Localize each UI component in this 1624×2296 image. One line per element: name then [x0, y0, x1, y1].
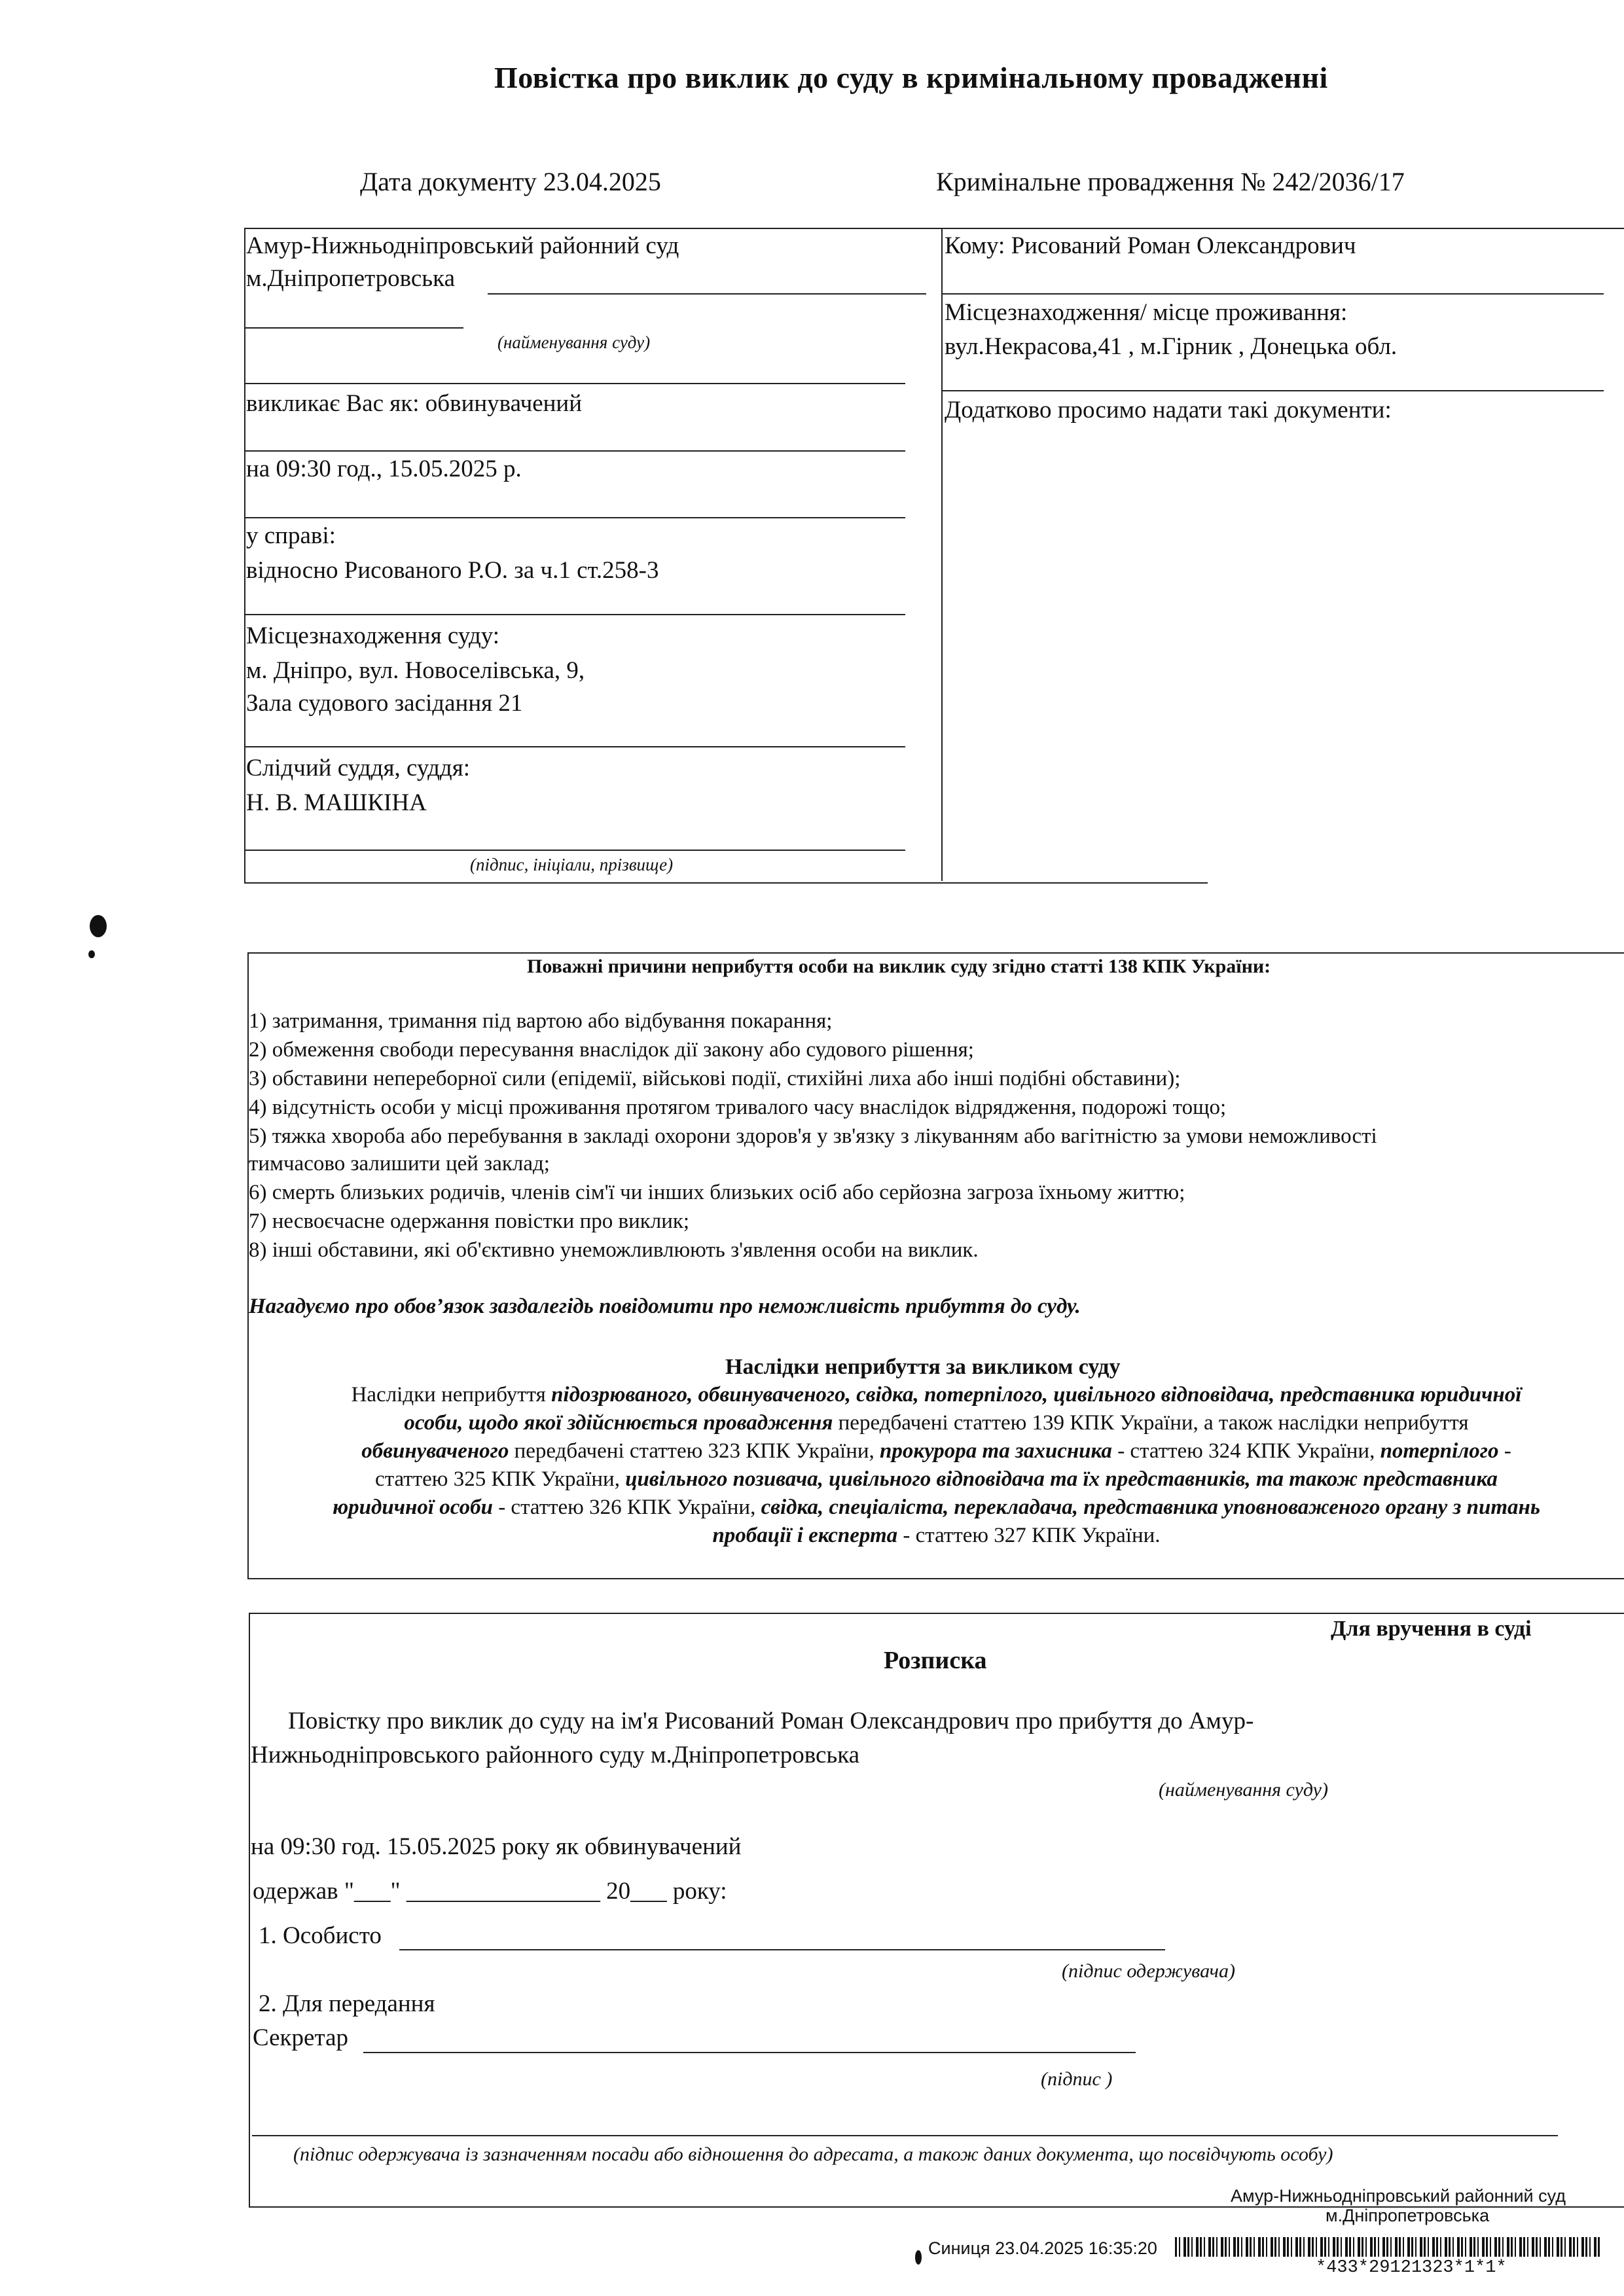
- court-location-label: Місцезнаходження суду:: [246, 622, 500, 649]
- recipient-name: Кому: Рисований Роман Олександрович: [945, 232, 1356, 259]
- ink-blot: [90, 915, 107, 937]
- personal-delivery-label: 1. Особисто: [259, 1922, 382, 1949]
- court-name-line2: м.Дніпропетровська: [246, 265, 456, 292]
- court-name-underline-2: [244, 327, 463, 329]
- recipient-underline: [943, 293, 1604, 295]
- footer-court-line2: м.Дніпропетровська: [1326, 2206, 1490, 2225]
- signature-line: [244, 850, 905, 851]
- received-date-line: одержав "___" ________________ 20___ року:: [253, 1878, 727, 1905]
- summon-role: викликає Вас як: обвинувачений: [246, 390, 583, 417]
- address-underline: [943, 390, 1604, 391]
- recipient-signature-caption: (підпис одержувача): [1062, 1960, 1235, 1982]
- court-name-underline: [488, 293, 926, 295]
- case-description: відносно Рисованого Р.О. за ч.1 ст.258-3: [246, 557, 659, 584]
- receipt-court-caption: (найменування суду): [1159, 1779, 1328, 1801]
- judge-label: Слідчий суддя, суддя:: [246, 755, 471, 781]
- divider: [244, 450, 905, 452]
- receipt-hearing-time: на 09:30 год. 15.05.2025 року як обвинувачений: [251, 1833, 742, 1860]
- reason-item: 1) затримання, тримання під вартою або відбування покарання;: [249, 1009, 833, 1033]
- receipt-text-line2: Нижньодніпровського районного суду м.Дніпропетровська: [251, 1742, 860, 1768]
- footer-stamp: Синиця 23.04.2025 16:35:20: [928, 2238, 1157, 2258]
- barcode-number: *433*29121323*1*1*: [1316, 2258, 1507, 2278]
- receipt-footer-caption: (підпис одержувача із зазначенням посади або відношення до адресата, а також даних документа, що посвідчують особу): [293, 2144, 1333, 2165]
- additional-documents-label: Додатково просимо надати такі документи:: [945, 397, 1392, 423]
- transfer-label: 2. Для передання: [259, 1990, 435, 2017]
- reason-item: 5) тяжка хвороба або перебування в закладі охорони здоров'я у зв'язку з лікуванням або вагітністю за умови неможливості: [249, 1124, 1377, 1148]
- reasons-heading: Поважні причини неприбуття особи на виклик суду згідно статті 138 КПК України:: [527, 956, 1271, 977]
- courtroom: Зала судового засідання 21: [246, 690, 523, 717]
- receipt-text-line1: Повістку про виклик до суду на ім'я Рисований Роман Олександрович про прибуття до Амур-: [288, 1708, 1254, 1734]
- case-number: Кримінальне провадження № 242/2036/17: [936, 167, 1405, 196]
- court-address: м. Дніпро, вул. Новоселівська, 9,: [246, 657, 585, 684]
- signature-caption: (підпис, ініціали, прізвище): [470, 855, 674, 874]
- right-top-border: [943, 228, 1624, 229]
- divider: [244, 383, 905, 384]
- reason-item: тимчасово залишити цей заклад;: [249, 1152, 550, 1175]
- court-name-caption: (найменування суду): [497, 332, 651, 352]
- reminder: Нагадуємо про обов’язок заздалегідь повідомити про неможливість прибуття до суду.: [249, 1295, 1081, 1318]
- divider: [244, 614, 905, 615]
- reason-item: 8) інші обставини, які об'єктивно унеможливлюють з'явлення особи на виклик.: [249, 1238, 979, 1262]
- page-title: Повістка про виклик до суду в кримінальному провадженні: [494, 61, 1328, 94]
- consequences-paragraph: Наслідки неприбуття підозрюваного, обвинуваченого, свідка, потерпілого, цивільного відповідача, представника юридичної особи, щодо якої здійснюється провадження передбачені статтею 139 КПК України, а також наслідки неприбуття обвинуваченого передбачені статтею 323 КПК України, прокурора та захисника - статтею 324 КПК України, потерпілого - статтею 325 КПК України, цивільного позивача, цивільного відповідача та їх представників, та також представника юридичної особи - статтею 326 КПК України, свідка, спеціаліста, перекладача, представника уповноваженого органу з питань пробації і експерта - статтею 327 КПК України.: [333, 1383, 1540, 1547]
- recipient-address: вул.Некрасова,41 , м.Гірник , Донецька обл.: [945, 333, 1398, 360]
- reason-item: 7) несвоєчасне одержання повістки про виклик;: [249, 1210, 690, 1233]
- secretary-signature-caption: (підпис ): [1041, 2068, 1113, 2090]
- reason-item: 2) обмеження свободи пересування внаслідок дії закону або судового рішення;: [249, 1038, 974, 1062]
- barcode: [1175, 2237, 1600, 2257]
- recipient-location-label: Місцезнаходження/ місце проживання:: [945, 299, 1348, 326]
- court-name-line1: Амур-Нижньодніпровський районний суд: [246, 232, 679, 259]
- document-date: Дата документу 23.04.2025: [360, 167, 661, 196]
- reason-item: 3) обставини непереборної сили (епідемії, військові події, стихійні лиха або інші подібні обставини);: [249, 1067, 1181, 1090]
- reason-item: 6) смерть близьких родичів, членів сім'ї чи інших близьких осіб або серйозна загроза їхньому життю;: [249, 1181, 1185, 1204]
- receipt-title: Розписка: [884, 1647, 987, 1674]
- ink-speck: [88, 950, 95, 958]
- case-label: у справі:: [246, 522, 336, 549]
- secretary-signature-line[interactable]: [363, 2052, 1136, 2053]
- divider: [244, 517, 905, 518]
- consequences-heading: Наслідки неприбуття за викликом суду: [725, 1355, 1121, 1379]
- recipient-signature-line[interactable]: [399, 1949, 1165, 1950]
- judge-name: Н. В. МАШКІНА: [246, 789, 427, 816]
- secretary-label: Секретар: [253, 2024, 348, 2051]
- for-court-delivery: Для вручення в суді: [1331, 1617, 1532, 1641]
- hearing-time: на 09:30 год., 15.05.2025 р.: [246, 456, 522, 482]
- ink-speck: [915, 2250, 922, 2265]
- receipt-box: [249, 1613, 1624, 2208]
- footer-court-line1: Амур-Нижньодніпровський районний суд: [1231, 2186, 1566, 2206]
- receipt-footer-line[interactable]: [252, 2135, 1558, 2136]
- column-divider: [941, 228, 943, 881]
- reason-item: 4) відсутність особи у місці проживання протягом тривалого часу внаслідок відрядження, подорожі тощо;: [249, 1096, 1227, 1119]
- divider: [244, 746, 905, 747]
